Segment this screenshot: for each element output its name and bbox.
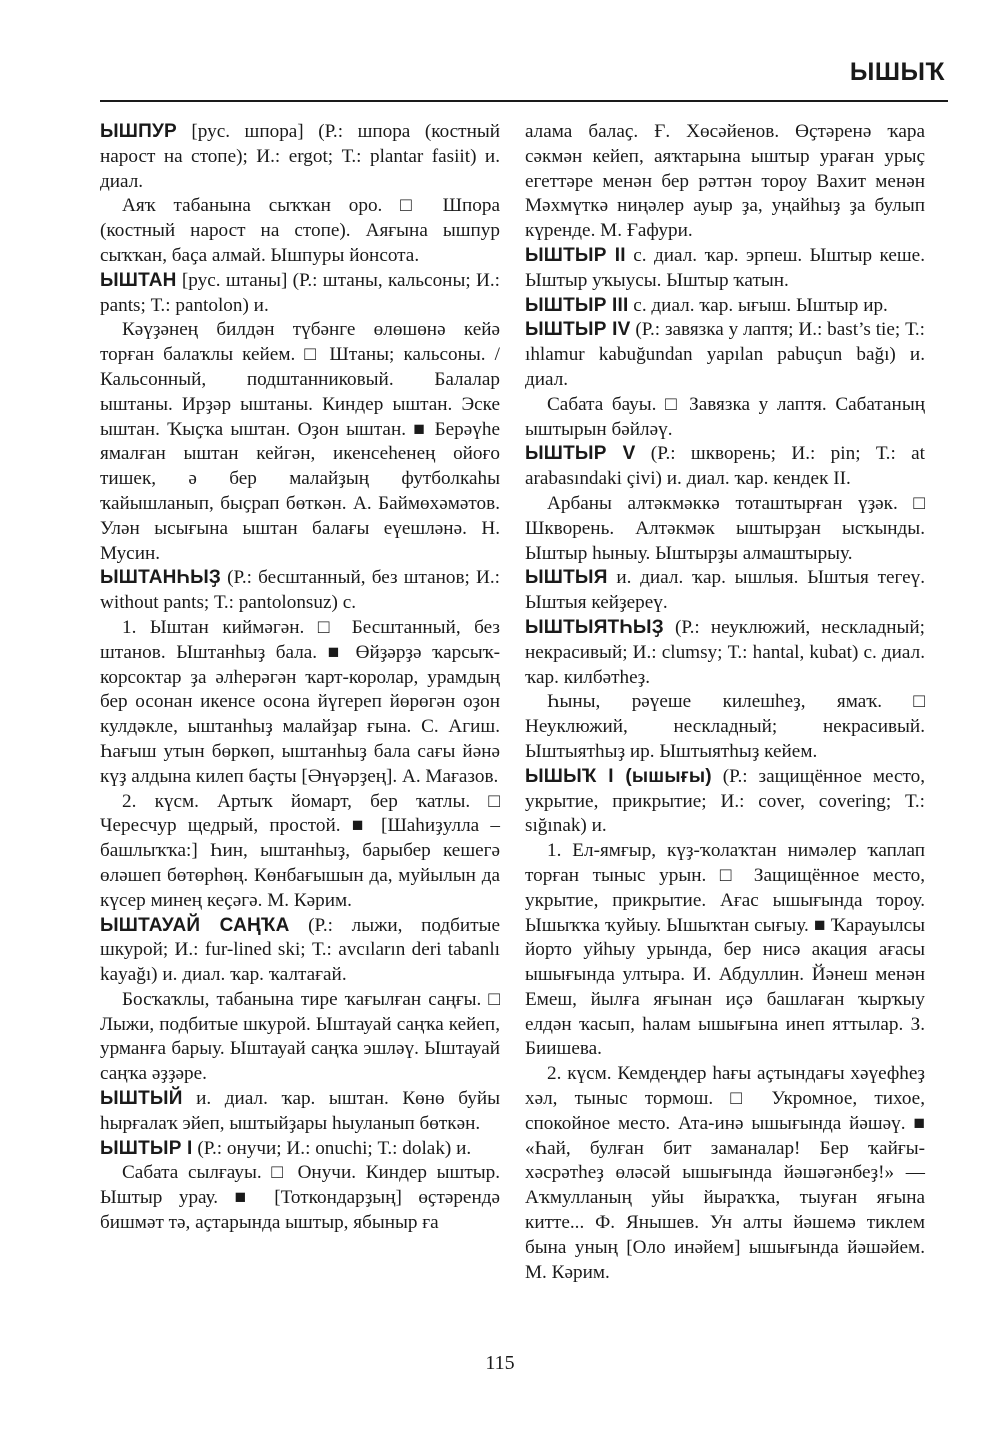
definition-paragraph: Сабата бауы. □ Завязка у лаптя. Сабатаның ыштырын бәйләү. [525,393,925,440]
definition-paragraph: 2. күсм. Артыҡ йомарт, бер ҡатлы. □ Чересчур щедрый, простой. ■ [Шаһиҙулла – башлыҡҡа:] Һин, ыштанһыҙ, барыбер кешегә өләшеп бөтөрһөң. Көнбағышын да, муйылын да күсер минең кеҫәгә. М. Кәрим. [100,790,500,911]
page-number: 115 [485,1352,515,1374]
dictionary-entry [100,566,500,616]
entry-headword: ЫШТАН [100,269,177,291]
dictionary-entry [525,566,925,616]
dictionary-entry [525,616,925,690]
entry-text: (Р.: шкворень; И.: pin; Т.: at arabasındaki çivi) и. диал. ҡар. кендек II. [525,443,925,490]
entry-text: (Р.: онучи; И.: onuchi; Т.: dolak) и. [192,1137,472,1159]
entry-text: (Р.: защищённое место, укрытие, прикрытие; И.: cover, covering; Т.: sığınak) и. [525,765,926,837]
left-column [100,120,500,1236]
dictionary-entry [525,318,925,392]
definition-paragraph: Босҡаҡлы, табанына тире ҡағылған саңғы. □ Лыжи, подбитые шкурой. Ыштауай саңҡа кейеп, урманға барыу. Ыштауай саңҡа эшләү. Ыштауай саңҡа әҙҙәре. [100,988,500,1085]
definition-paragraph: 1. Ыштан киймәгән. □ Бесштанный, без штанов. Ыштанһыҙ бала. ■ Өйҙәрҙә ҡарсыҡ-корсоктар ҙа әлһерәгән ҡарт-королар, урамдың бер осонан икенсе осона йүгереп йөрөгән оҙон кулдәкле, ыштанһыҙ малайҙар ғына. С. Агиш. Һағыш утын бөркөп, ыштанһыҙ бала сағы йәнә күҙ алдына килеп баҫты [Әнүәрҙең]. А. Мағазов. [100,616,500,787]
entry-headword: ЫШПУР [100,121,177,142]
right-column [525,120,925,1285]
definition-paragraph: 2. күсм. Кемдеңдер һағы аҫтындағы хәүефһеҙ хәл, тыныс тормош. □ Укромное, тихое, спокойное место. Ата-инә ышығында йәшәү. ■ «Һай, булған бит заманалар! Бер ҡайғы-хәсрәтһеҙ өләсәй ышығында йәшәгәнбеҙ!» — Аҡмулланың уйы йыраҡҡа, тыуған яғына китте... Ф. Янышев. Ун алты йәшемә тиклем бына уның [Оло инәйем] ышығында йәшәйем. М. Кәрим. [525,1063,925,1283]
entry-text: (Р.: лыжи, подбитые шкурой; И.: fur-lined ski; Т.: avcıların deri tabanlı kayağı) и. диал. ҡар. ҡалтағай. [100,914,500,986]
dictionary-entry [525,442,925,492]
dictionary-entry [100,914,500,988]
entry-headword: ЫШТЫЙ [100,1088,183,1110]
dictionary-entry [100,1087,500,1137]
entry-headword: ЫШЫҠ I (ышығы) [525,765,712,787]
definition-paragraph: алама балаҫ. Ғ. Хөсәйенов. Өҫтәренә ҡара сәкмән кейеп, аяҡтарына ыштыр ураған урыҫ егеттәре менән бер рәттән тороу Вахит менән Мәхмүткә ниңәлер ауыр ҙа, уңайһыҙ ҙа булып күренде. М. Ғафури. [525,121,925,242]
definition-paragraph: Һыны, рәүеше килешһеҙ, ямаҡ. □ Неуклюжий, нескладный; некрасивый. Ыштыятһыҙ ир. Ыштыятһыҙ кейем. [525,691,925,762]
entry-text: и. диал. ҡар. ыштан. Көнө буйы һырғалаҡ эйеп, ыштыйҙары һыуланып бөткән. [100,1088,500,1134]
entry-text: [рус. шпора] (Р.: шпора (костный нарост на стопе); И.: ergot; Т.: plantar fasiit) и. диал. [100,121,500,192]
entry-text: с. диал. ҡар. ығыш. Ыштыр ир. [628,294,888,316]
entry-text: (Р.: неуклюжий, нескладный; некрасивый; И.: clumsy; Т.: hantal, kubat) с. диал. ҡар. килбәтһеҙ. [525,616,925,688]
entry-headword: ЫШТЫЯ [525,567,608,589]
definition-paragraph: Аяҡ табанына сыҡҡан оро. □ Шпора (костный нарост на стопе). Аяғына ышпур сыҡҡан, баҫа алмай. Ышпуры йонсота. [100,195,500,266]
dictionary-entry [525,244,925,294]
entry-headword: ЫШТЫР V [525,443,636,465]
dictionary-entry [525,294,925,319]
entry-text: с. диал. ҡар. эрпеш. Ыштыр кеше. Ыштыр уҡыусы. Ыштыр ҡатын. [525,244,925,291]
running-head: ЫШЫҠ [849,58,945,86]
entry-headword: ЫШТЫЯТҺЫҘ [525,616,664,638]
entry-text: [рус. штаны] (Р.: штаны, кальсоны; И.: pants; Т.: pantolon) и. [100,269,500,316]
entry-text: (Р.: завязка у лаптя; И.: bast’s tie; Т.: ıhlamur kabuğundan yapılan pabuçun bağı) и. диал. [525,319,926,390]
dictionary-entry [100,269,500,319]
definition-paragraph: 1. Ел-ямғыр, күҙ-ҡолаҡтан нимәлер ҡаплап торған тыныс урын. □ Защищённое место, укрытие, прикрытие. Ағас ышығында тороу. Ышыҡҡа ҡуйыу. Ышыҡтан сығыу. ■ Ҡарауылсы йорто уйһыу урында, бер нисә акация ағасы ышығында ултыра. И. Абдуллин. Йәнеш менән Емеш, йылға яғынан иҫә башлаған ҡырҡыу елдән ҡасып, һалам ышығына инеп яттылар. З. Биишева. [525,840,925,1060]
entry-text: (Р.: бесштанный, без штанов; И.: without pants; Т.: pantolonsuz) с. [100,567,500,614]
entry-headword: ЫШТАНҺЫҘ [100,567,221,589]
dictionary-entry [525,765,925,839]
entry-headword: ЫШТАУАЙ САҢҠА [100,914,290,936]
entry-headword: ЫШТЫР IV [525,319,631,341]
definition-paragraph: Кәүҙәнең билдән түбәнге өлөшөнә кейә торған балаҡлы кейем. □ Штаны; кальсоны. / Кальсонный, подштанниковый. Балалар ыштаны. Ирҙәр ыштаны. Киндер ыштан. Эске ыштан. Ҡыҫҡа ыштан. Оҙон ыштан. ■ Берәүһе ямалған ыштан кейгән, икенсеһенең ойоғо тишек, ә бер малайҙың футболкаһы ҡайышланып, быҫрап бөткән. А. Баймөхәмәтов. Улән ысығына ыштан балағы еүешләнә. Н. Мусин. [100,319,500,564]
definition-paragraph: Арбаны алтәкмәккә тоташтырған үҙәк. □ Шкворень. Алтәкмәк ыштырҙан ысҡынды. Ыштыр һыныу. Ыштырҙы алмаштырыу. [525,492,925,564]
entry-text: и. диал. ҡар. ышлыя. Ыштыя тегеү. Ыштыя кейҙерeү. [525,567,925,614]
dictionary-entry [100,1137,500,1162]
dictionary-entry [100,120,500,194]
definition-paragraph: Сабата сылғауы. □ Онучи. Киндер ыштыр. Ыштыр урау. ■ [Тоткондарҙың] өҫтәрендә бишмәт тә, аҫтарында ыштыр, ябыныр ға [100,1162,500,1234]
header-rule [100,100,948,102]
entry-headword: ЫШТЫР II [525,244,626,266]
entry-headword: ЫШТЫР I [100,1137,193,1159]
entry-headword: ЫШТЫР III [525,294,629,316]
